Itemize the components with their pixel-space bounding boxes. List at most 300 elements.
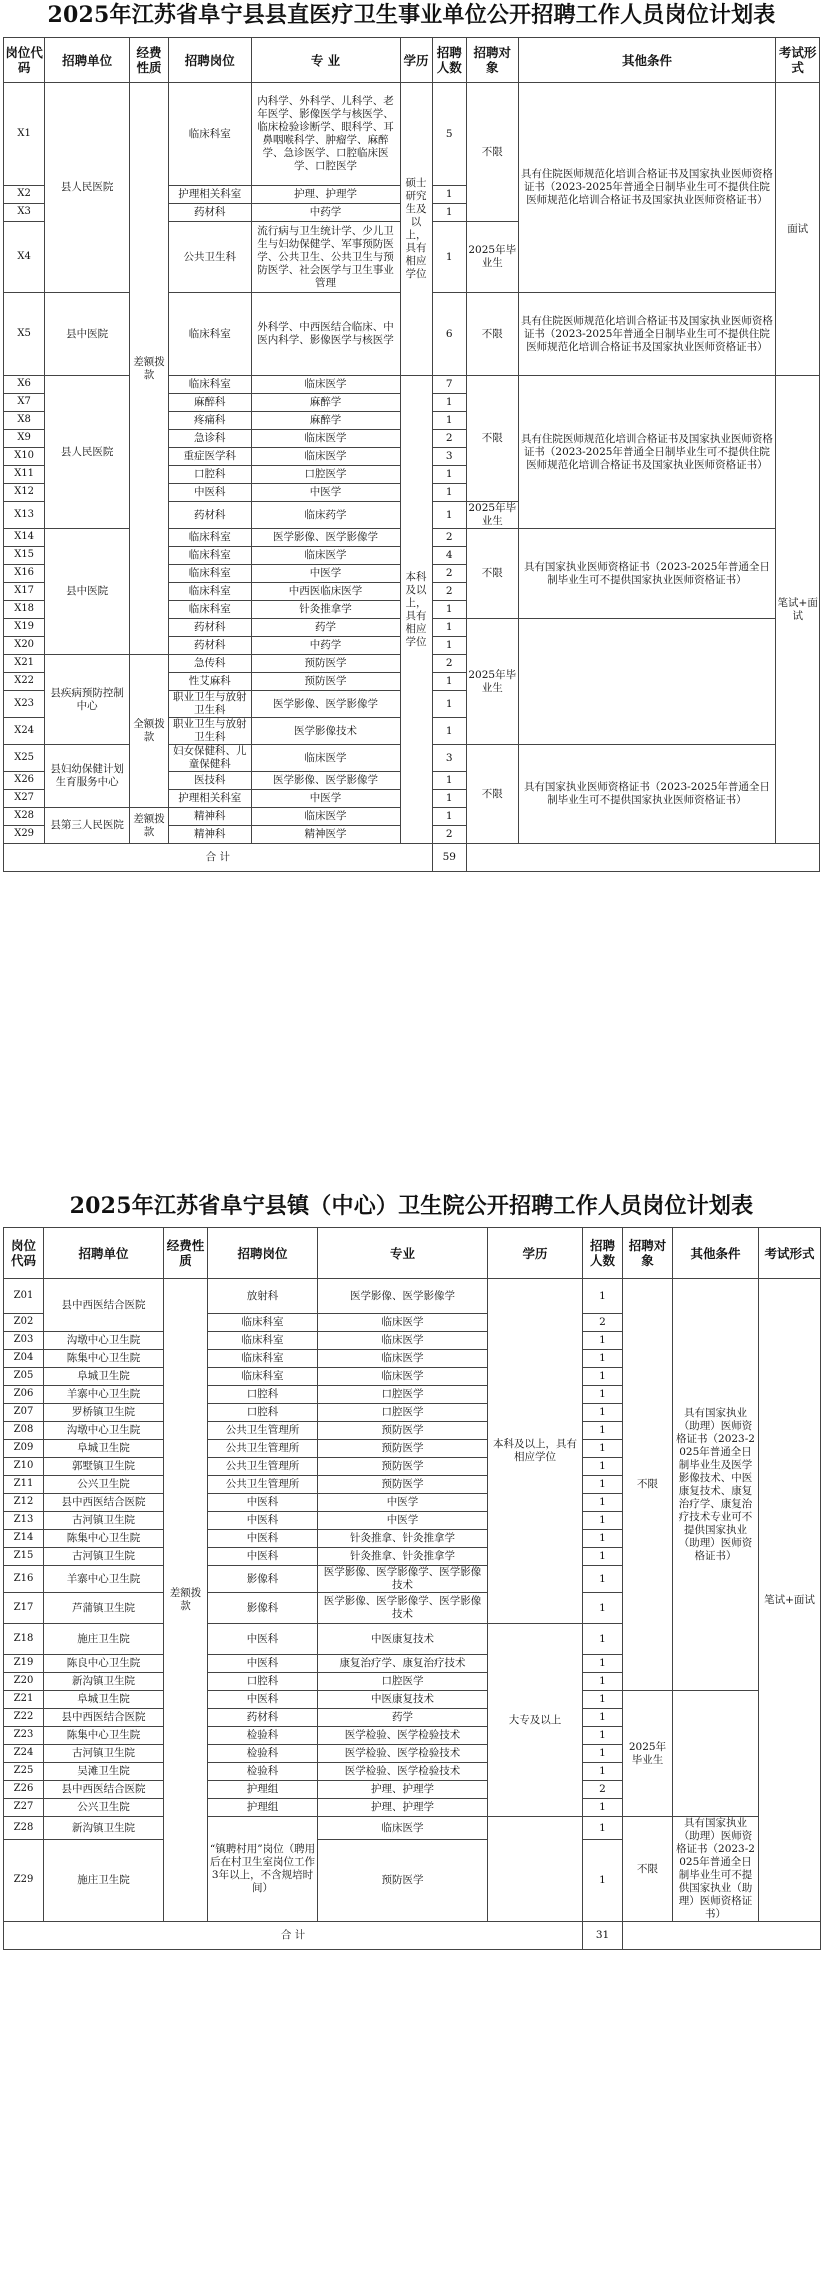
headcount: 2 — [432, 583, 466, 601]
recruit-target: 2025年毕业生 — [466, 222, 518, 293]
recruiting-unit: 芦蒲镇卫生院 — [44, 1593, 164, 1624]
post-code: Z10 — [4, 1458, 44, 1476]
recruiting-unit: 陈良中心卫生院 — [44, 1655, 164, 1673]
post-code: Z20 — [4, 1673, 44, 1691]
major-requirement: 针灸推拿、针灸推拿学 — [318, 1530, 488, 1548]
recruiting-post: 职业卫生与放射卫生科 — [169, 718, 252, 745]
column-header: 学历 — [400, 38, 432, 83]
major-requirement: 流行病与卫生统计学、少儿卫生与妇幼保健学、军事预防医学、公共卫生、公共卫生与预防医学、社会医学与卫生事业管理 — [251, 222, 400, 293]
header-row — [4, 38, 820, 83]
recruiting-post: 中医科 — [208, 1512, 318, 1530]
post-code: Z21 — [4, 1691, 44, 1709]
post-code: X9 — [4, 430, 45, 448]
headcount: 1 — [432, 718, 466, 745]
recruiting-unit: 阜城卫生院 — [44, 1368, 164, 1386]
post-code: Z05 — [4, 1368, 44, 1386]
major-requirement: 外科学、中西医结合临床、中医内科学、影像医学与核医学 — [251, 293, 400, 376]
recruiting-unit: 施庄卫生院 — [44, 1840, 164, 1922]
post-code: X1 — [4, 83, 45, 186]
recruiting-post: 临床科室 — [208, 1368, 318, 1386]
funding-type: 差额拨款 — [164, 1279, 208, 1922]
recruiting-post: 临床科室 — [169, 529, 252, 547]
column-header: 招聘对象 — [623, 1228, 673, 1279]
major-requirement: 临床医学 — [318, 1332, 488, 1350]
headcount: 1 — [432, 772, 466, 790]
post-code: X6 — [4, 376, 45, 394]
post-code: Z15 — [4, 1548, 44, 1566]
recruiting-post: 影像科 — [208, 1593, 318, 1624]
headcount: 1 — [583, 1655, 623, 1673]
recruiting-unit: 县中西医结合医院 — [44, 1781, 164, 1799]
major-requirement: 预防医学 — [251, 655, 400, 673]
post-code: X2 — [4, 186, 45, 204]
header-row — [4, 1228, 821, 1279]
headcount: 1 — [432, 222, 466, 293]
headcount: 5 — [432, 83, 466, 186]
post-code: X25 — [4, 745, 45, 772]
major-requirement: 中药学 — [251, 637, 400, 655]
post-code: X16 — [4, 565, 45, 583]
major-requirement: 中医学 — [251, 790, 400, 808]
major-requirement: 药学 — [318, 1709, 488, 1727]
major-requirement: 预防医学 — [251, 673, 400, 691]
headcount: 1 — [583, 1350, 623, 1368]
headcount: 1 — [432, 412, 466, 430]
post-code: Z27 — [4, 1799, 44, 1817]
headcount: 1 — [432, 484, 466, 502]
table-row — [4, 1691, 821, 1709]
major-requirement: 中医学 — [251, 565, 400, 583]
post-code: Z25 — [4, 1763, 44, 1781]
major-requirement: 医学影像、医学影像学 — [251, 529, 400, 547]
recruiting-post: 精神科 — [169, 808, 252, 826]
headcount: 2 — [432, 529, 466, 547]
headcount: 1 — [583, 1368, 623, 1386]
post-code: X5 — [4, 293, 45, 376]
column-header: 考试形式 — [759, 1228, 821, 1279]
recruiting-post: 妇女保健科、儿童保健科 — [169, 745, 252, 772]
recruiting-post: 临床科室 — [169, 376, 252, 394]
major-requirement: 内科学、外科学、儿科学、老年医学、影像医学与核医学、临床检验诊断学、眼科学、耳鼻咽喉科学、肿瘤学、麻醉学、急诊医学、口腔临床医学、口腔医学 — [251, 83, 400, 186]
headcount: 2 — [432, 826, 466, 844]
major-requirement: 中西医临床医学 — [251, 583, 400, 601]
headcount: 1 — [432, 502, 466, 529]
post-code: Z06 — [4, 1386, 44, 1404]
post-code: X20 — [4, 637, 45, 655]
column-header: 经费性质 — [164, 1228, 208, 1279]
recruiting-post: 公共卫生管理所 — [208, 1458, 318, 1476]
recruiting-post: 中医科 — [208, 1530, 318, 1548]
recruiting-post: 药材科 — [169, 502, 252, 529]
recruiting-unit: 郭墅镇卫生院 — [44, 1458, 164, 1476]
post-code: X12 — [4, 484, 45, 502]
recruit-target: 不限 — [466, 529, 518, 619]
headcount: 1 — [583, 1332, 623, 1350]
recruiting-post: 疼痛科 — [169, 412, 252, 430]
post-code: Z29 — [4, 1840, 44, 1922]
post-code: Z14 — [4, 1530, 44, 1548]
major-requirement: 临床医学 — [318, 1314, 488, 1332]
recruiting-unit: 县中西医结合医院 — [44, 1709, 164, 1727]
post-code: X26 — [4, 772, 45, 790]
post-code: Z02 — [4, 1314, 44, 1332]
major-requirement: 中医学 — [318, 1512, 488, 1530]
recruit-target: 不限 — [466, 293, 518, 376]
post-code: Z18 — [4, 1624, 44, 1655]
post-code: Z08 — [4, 1422, 44, 1440]
column-header: 学历 — [488, 1228, 583, 1279]
column-header: 招聘单位 — [44, 1228, 164, 1279]
post-code: X21 — [4, 655, 45, 673]
table1-body — [4, 38, 820, 872]
recruiting-post: 中医科 — [169, 484, 252, 502]
major-requirement: 精神医学 — [251, 826, 400, 844]
major-requirement: 麻醉学 — [251, 412, 400, 430]
recruiting-post: 重症医学科 — [169, 448, 252, 466]
recruiting-post: 中医科 — [208, 1624, 318, 1655]
table-row — [4, 83, 820, 186]
post-code: Z13 — [4, 1512, 44, 1530]
recruiting-post: 性艾麻科 — [169, 673, 252, 691]
major-requirement: 临床药学 — [251, 502, 400, 529]
headcount: 1 — [583, 1745, 623, 1763]
major-requirement: 医学影像技术 — [251, 718, 400, 745]
other-conditions: 具有国家执业（助理）医师资格证书（2023-2025年普通全日制毕业生及医学影像技术、中医康复技术、康复治疗学、康复治疗技术专业可不提供国家执业（助理）医师资格证书） — [673, 1279, 759, 1691]
major-requirement: 中医学 — [318, 1494, 488, 1512]
major-requirement: 口腔医学 — [318, 1673, 488, 1691]
recruiting-unit: 县中西医结合医院 — [44, 1279, 164, 1332]
headcount: 1 — [583, 1727, 623, 1745]
recruiting-unit: 阜城卫生院 — [44, 1691, 164, 1709]
recruiting-unit: 县人民医院 — [45, 83, 130, 293]
recruiting-post: 临床科室 — [208, 1314, 318, 1332]
headcount: 1 — [583, 1624, 623, 1655]
headcount: 2 — [432, 655, 466, 673]
recruiting-post: 护理组 — [208, 1799, 318, 1817]
recruiting-post: 公共卫生科 — [169, 222, 252, 293]
headcount: 7 — [432, 376, 466, 394]
recruit-target: 2025年毕业生 — [466, 619, 518, 745]
recruiting-unit: 县人民医院 — [45, 376, 130, 529]
funding-type: 全额拨款 — [130, 655, 169, 808]
major-requirement: 临床医学 — [251, 745, 400, 772]
total-row — [4, 1922, 821, 1950]
headcount: 3 — [432, 745, 466, 772]
column-header: 专 业 — [251, 38, 400, 83]
major-requirement: 康复治疗学、康复治疗技术 — [318, 1655, 488, 1673]
education: 硕士研究生及以上，具有相应学位 — [400, 83, 432, 376]
recruiting-post: 急诊科 — [169, 430, 252, 448]
recruit-target: 2025年毕业生 — [623, 1691, 673, 1817]
recruiting-post: 临床科室 — [169, 583, 252, 601]
recruiting-unit: 新沟镇卫生院 — [44, 1817, 164, 1840]
table-row — [4, 1817, 821, 1840]
post-code: Z24 — [4, 1745, 44, 1763]
column-header: 招聘单位 — [45, 38, 130, 83]
total-headcount: 59 — [432, 844, 466, 872]
headcount: 1 — [432, 394, 466, 412]
recruiting-post: 口腔科 — [208, 1404, 318, 1422]
recruiting-post: 检验科 — [208, 1745, 318, 1763]
recruiting-unit: 新沟镇卫生院 — [44, 1673, 164, 1691]
major-requirement: 医学影像、医学影像学 — [251, 772, 400, 790]
column-header: 专业 — [318, 1228, 488, 1279]
post-code: X3 — [4, 204, 45, 222]
major-requirement: 医学影像、医学影像学、医学影像技术 — [318, 1593, 488, 1624]
major-requirement: 临床医学 — [318, 1350, 488, 1368]
table2 — [3, 1227, 821, 1950]
headcount: 1 — [583, 1593, 623, 1624]
headcount: 1 — [583, 1709, 623, 1727]
column-header: 招聘对象 — [466, 38, 518, 83]
recruiting-unit: 羊寨中心卫生院 — [44, 1386, 164, 1404]
recruit-target: 不限 — [466, 376, 518, 502]
major-requirement: 医学影像、医学影像学 — [318, 1279, 488, 1314]
post-code: X24 — [4, 718, 45, 745]
headcount: 3 — [432, 448, 466, 466]
major-requirement: 预防医学 — [318, 1840, 488, 1922]
table1 — [3, 37, 820, 872]
recruiting-unit: 公兴卫生院 — [44, 1476, 164, 1494]
major-requirement: 医学影像、医学影像学 — [251, 691, 400, 718]
recruiting-post: 中医科 — [208, 1691, 318, 1709]
recruiting-post: 中医科 — [208, 1494, 318, 1512]
recruiting-unit: 沟墩中心卫生院 — [44, 1332, 164, 1350]
major-requirement: 中医康复技术 — [318, 1624, 488, 1655]
major-requirement: 护理、护理学 — [318, 1799, 488, 1817]
post-code: X19 — [4, 619, 45, 637]
post-code: Z04 — [4, 1350, 44, 1368]
headcount: 1 — [583, 1422, 623, 1440]
post-code: Z03 — [4, 1332, 44, 1350]
recruiting-unit: 县中医院 — [45, 293, 130, 376]
table-row — [4, 1279, 821, 1314]
recruiting-unit: 公兴卫生院 — [44, 1799, 164, 1817]
funding-type: 差额拨款 — [130, 83, 169, 655]
recruiting-unit: 吴滩卫生院 — [44, 1763, 164, 1781]
recruiting-unit: 罗桥镇卫生院 — [44, 1404, 164, 1422]
recruit-target: 不限 — [623, 1279, 673, 1691]
post-code: X7 — [4, 394, 45, 412]
post-code: Z16 — [4, 1566, 44, 1593]
headcount: 2 — [583, 1781, 623, 1799]
total-blank — [466, 844, 819, 872]
recruiting-unit: 县中医院 — [45, 529, 130, 655]
headcount: 2 — [432, 430, 466, 448]
recruiting-unit: 沟墩中心卫生院 — [44, 1422, 164, 1440]
recruiting-unit: 羊寨中心卫生院 — [44, 1566, 164, 1593]
recruiting-post: 药材科 — [208, 1709, 318, 1727]
column-header: 考试形式 — [776, 38, 820, 83]
post-code: Z12 — [4, 1494, 44, 1512]
major-requirement: 针灸推拿、针灸推拿学 — [318, 1548, 488, 1566]
recruiting-post: 口腔科 — [208, 1673, 318, 1691]
recruiting-unit: 古河镇卫生院 — [44, 1512, 164, 1530]
column-header: 岗位代码 — [4, 1228, 44, 1279]
headcount: 1 — [583, 1817, 623, 1840]
recruiting-post: “镇聘村用”岗位（聘用后在村卫生室岗位工作3年以上，不含规培时间） — [208, 1817, 318, 1922]
other-conditions: 具有住院医师规范化培训合格证书及国家执业医师资格证书（2023-2025年普通全日制毕业生可不提供住院医师规范化培训合格证书及国家执业医师资格证书） — [518, 293, 776, 376]
headcount: 1 — [432, 204, 466, 222]
other-conditions: 具有国家执业医师资格证书（2023-2025年普通全日制毕业生可不提供国家执业医师资格证书） — [518, 529, 776, 619]
headcount: 1 — [432, 186, 466, 204]
other-conditions: 具有国家执业（助理）医师资格证书（2023-2025年普通全日制毕业生可不提供国家执业（助理）医师资格证书） — [673, 1817, 759, 1922]
recruiting-post: 公共卫生管理所 — [208, 1476, 318, 1494]
post-code: Z28 — [4, 1817, 44, 1840]
recruiting-post: 临床科室 — [208, 1332, 318, 1350]
headcount: 1 — [583, 1763, 623, 1781]
education: 本科及以上，具有相应学位 — [488, 1279, 583, 1624]
post-code: X23 — [4, 691, 45, 718]
recruiting-unit: 陈集中心卫生院 — [44, 1350, 164, 1368]
headcount: 1 — [432, 673, 466, 691]
recruiting-post: 中医科 — [208, 1655, 318, 1673]
recruiting-post: 临床科室 — [169, 83, 252, 186]
post-code: X18 — [4, 601, 45, 619]
recruiting-post: 口腔科 — [169, 466, 252, 484]
education: 大专及以上 — [488, 1624, 583, 1817]
post-code: X13 — [4, 502, 45, 529]
education-empty — [488, 1817, 583, 1922]
headcount: 1 — [583, 1494, 623, 1512]
post-code: X27 — [4, 790, 45, 808]
post-code: X29 — [4, 826, 45, 844]
post-code: Z26 — [4, 1781, 44, 1799]
recruit-target: 不限 — [466, 745, 518, 844]
recruiting-unit: 县中西医结合医院 — [44, 1494, 164, 1512]
column-header: 招聘人数 — [583, 1228, 623, 1279]
major-requirement: 预防医学 — [318, 1458, 488, 1476]
major-requirement: 口腔医学 — [318, 1386, 488, 1404]
major-requirement: 预防医学 — [318, 1422, 488, 1440]
major-requirement: 医学影像、医学影像学、医学影像技术 — [318, 1566, 488, 1593]
recruiting-unit: 阜城卫生院 — [44, 1440, 164, 1458]
post-code: X22 — [4, 673, 45, 691]
other-conditions: 具有住院医师规范化培训合格证书及国家执业医师资格证书（2023-2025年普通全日制毕业生可不提供住院医师规范化培训合格证书及国家执业医师资格证书） — [518, 83, 776, 293]
recruiting-unit: 古河镇卫生院 — [44, 1745, 164, 1763]
column-header: 岗位代码 — [4, 38, 45, 83]
major-requirement: 麻醉学 — [251, 394, 400, 412]
headcount: 1 — [432, 808, 466, 826]
headcount: 1 — [583, 1691, 623, 1709]
post-code: X28 — [4, 808, 45, 826]
recruit-target: 2025年毕业生 — [468, 502, 517, 527]
post-code: X10 — [4, 448, 45, 466]
total-row — [4, 844, 820, 872]
headcount: 1 — [432, 466, 466, 484]
column-header: 其他条件 — [518, 38, 776, 83]
headcount: 1 — [583, 1840, 623, 1922]
post-code: Z17 — [4, 1593, 44, 1624]
headcount: 1 — [583, 1512, 623, 1530]
post-code: Z19 — [4, 1655, 44, 1673]
recruiting-post: 职业卫生与放射卫生科 — [169, 691, 252, 718]
headcount: 1 — [432, 790, 466, 808]
column-header: 招聘人数 — [432, 38, 466, 83]
major-requirement: 临床医学 — [318, 1817, 488, 1840]
other-conditions: 具有住院医师规范化培训合格证书及国家执业医师资格证书（2023-2025年普通全日制毕业生可不提供住院医师规范化培训合格证书及国家执业医师资格证书） — [518, 376, 776, 529]
post-code: X17 — [4, 583, 45, 601]
major-requirement: 口腔医学 — [251, 466, 400, 484]
total-label: 合 计 — [4, 844, 433, 872]
headcount: 1 — [432, 619, 466, 637]
headcount: 1 — [583, 1404, 623, 1422]
major-requirement: 中医学 — [251, 484, 400, 502]
headcount: 1 — [583, 1279, 623, 1314]
major-requirement: 临床医学 — [251, 547, 400, 565]
recruiting-post: 检验科 — [208, 1727, 318, 1745]
major-requirement: 医学检验、医学检验技术 — [318, 1763, 488, 1781]
recruit-target: 不限 — [623, 1817, 673, 1922]
total-label: 合 计 — [4, 1922, 583, 1950]
major-requirement: 临床医学 — [318, 1368, 488, 1386]
headcount: 1 — [432, 637, 466, 655]
headcount: 1 — [583, 1530, 623, 1548]
recruiting-unit: 陈集中心卫生院 — [44, 1727, 164, 1745]
recruiting-post: 影像科 — [208, 1566, 318, 1593]
recruiting-post: 检验科 — [208, 1763, 318, 1781]
column-header: 招聘岗位 — [208, 1228, 318, 1279]
recruiting-post: 临床科室 — [169, 547, 252, 565]
recruiting-post: 急传科 — [169, 655, 252, 673]
major-requirement: 口腔医学 — [318, 1404, 488, 1422]
headcount: 1 — [583, 1566, 623, 1593]
headcount: 1 — [583, 1548, 623, 1566]
table-row — [4, 376, 820, 394]
education: 本科及以上，具有相应学位 — [400, 376, 432, 844]
other-conditions-empty — [673, 1691, 759, 1817]
headcount: 1 — [583, 1476, 623, 1494]
recruiting-post: 公共卫生管理所 — [208, 1422, 318, 1440]
recruiting-post: 临床科室 — [169, 293, 252, 376]
headcount: 1 — [583, 1458, 623, 1476]
recruiting-unit: 陈集中心卫生院 — [44, 1530, 164, 1548]
recruiting-post: 临床科室 — [169, 601, 252, 619]
major-requirement: 护理、护理学 — [318, 1781, 488, 1799]
headcount: 2 — [432, 565, 466, 583]
post-code: Z01 — [4, 1279, 44, 1314]
post-code: X14 — [4, 529, 45, 547]
exam-form: 面试 — [776, 83, 820, 376]
major-requirement: 药学 — [251, 619, 400, 637]
major-requirement: 临床医学 — [251, 448, 400, 466]
total-blank — [623, 1922, 821, 1950]
recruiting-post: 放射科 — [208, 1279, 318, 1314]
recruiting-post: 药材科 — [169, 619, 252, 637]
funding-type: 差额拨款 — [130, 808, 169, 844]
recruiting-post: 护理组 — [208, 1781, 318, 1799]
major-requirement: 针灸推拿学 — [251, 601, 400, 619]
major-requirement: 中药学 — [251, 204, 400, 222]
headcount: 1 — [432, 691, 466, 718]
recruiting-unit: 施庄卫生院 — [44, 1624, 164, 1655]
post-code: Z07 — [4, 1404, 44, 1422]
exam-form: 笔试+面试 — [776, 376, 820, 844]
major-requirement: 护理、护理学 — [251, 186, 400, 204]
headcount: 1 — [583, 1440, 623, 1458]
recruiting-post: 麻醉科 — [169, 394, 252, 412]
major-requirement: 临床医学 — [251, 376, 400, 394]
post-code: Z22 — [4, 1709, 44, 1727]
major-requirement: 预防医学 — [318, 1440, 488, 1458]
post-code: X4 — [4, 222, 45, 293]
headcount: 6 — [432, 293, 466, 376]
recruiting-post: 临床科室 — [169, 565, 252, 583]
headcount: 1 — [432, 601, 466, 619]
recruiting-unit: 县疾病预防控制中心 — [45, 655, 130, 745]
post-code: X11 — [4, 466, 45, 484]
column-header: 其他条件 — [673, 1228, 759, 1279]
